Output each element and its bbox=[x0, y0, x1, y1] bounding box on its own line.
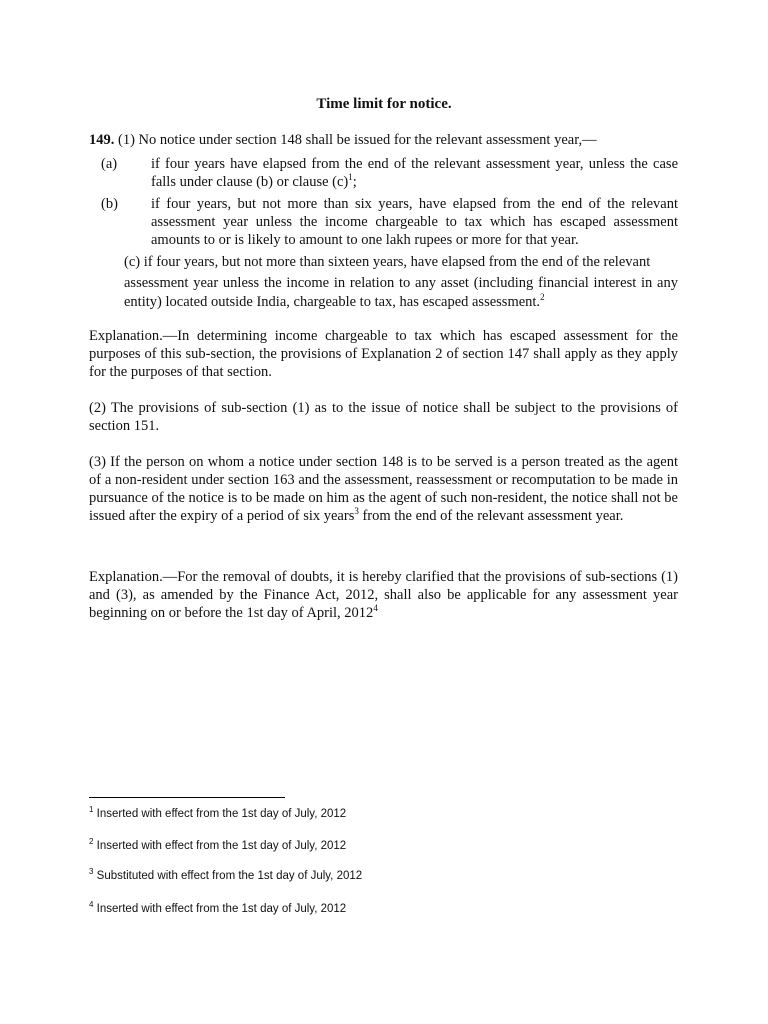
footnote-text: Inserted with effect from the 1st day of July, 2012 bbox=[96, 808, 347, 820]
footnote-1 bbox=[89, 807, 346, 821]
clause-a-text: if four years have elapsed from the end of the relevant assessment year, unless the case falls under clause (b) or clause (c) bbox=[151, 156, 678, 190]
footnote-4 bbox=[89, 902, 346, 916]
footnote-divider bbox=[89, 797, 285, 798]
footnote-text: Inserted with effect from the 1st day of July, 2012 bbox=[96, 840, 347, 852]
clause-b bbox=[101, 195, 678, 249]
clause-a-label: (a) bbox=[101, 156, 118, 172]
clause-c-text: assessment year unless the income in relation to any asset (including financial interest in any entity) located outside India, chargeable to tax, has escaped assessment. bbox=[124, 275, 678, 310]
section-intro-text: (1) No notice under section 148 shall be issued for the relevant assessment year,— bbox=[118, 132, 597, 148]
footnote-ref-4[interactable]: 4 bbox=[373, 603, 378, 614]
clause-a bbox=[101, 155, 678, 191]
footnote-mark: 4 bbox=[89, 900, 94, 910]
footnote-text: Inserted with effect from the 1st day of July, 2012 bbox=[96, 903, 347, 915]
sub-section-2: (2) The provisions of sub-section (1) as to the issue of notice shall be subject to the provisions of section 151. bbox=[89, 400, 678, 434]
section-number: 149. bbox=[89, 132, 115, 148]
sub-section-3-tail: from the end of the relevant assessment year. bbox=[358, 508, 624, 524]
footnote-3 bbox=[89, 869, 362, 883]
explanation-2 bbox=[89, 568, 678, 622]
section-149-intro bbox=[89, 131, 678, 149]
clause-c-first-line: (c) if four years, but not more than sixteen years, have elapsed from the end of the relevant bbox=[124, 254, 651, 270]
footnote-ref-1[interactable]: 1 bbox=[348, 172, 353, 183]
footnote-mark: 2 bbox=[89, 837, 94, 847]
clause-c bbox=[124, 253, 678, 312]
sub-section-3 bbox=[89, 453, 678, 525]
explanation-1: Explanation.—In determining income chargeable to tax which has escaped assessment for the purposes of this sub-section, the provisions of Explanation 2 of section 147 shall apply as they apply for the purposes of that section. bbox=[89, 328, 678, 380]
sub-section-3-text: (3) If the person on whom a notice under section 148 is to be served is a person treated as the agent of a non-resident under section 163 and the assessment, reassessment or recomputation to be made in pursuance of the notice is to be made on him as the agent of such non-resident, the notice shall not be issued after the expiry of a period of six years bbox=[89, 454, 678, 524]
footnote-2 bbox=[89, 839, 346, 853]
clause-a-tail: ; bbox=[352, 174, 357, 190]
footnote-mark: 1 bbox=[89, 805, 94, 815]
explanation-2-text: Explanation.—For the removal of doubts, it is hereby clarified that the provisions of sub-sections (1) and (3), as amended by the Finance Act, 2012, shall also be applicable for any assessment year beginning on or before the 1st day of April, 2012 bbox=[89, 569, 678, 621]
clause-b-text: if four years, but not more than six years, have elapsed from the end of the relevant assessment year unless the income chargeable to tax which has escaped assessment amounts to or is likely to amount to one lakh rupees or more for that year. bbox=[151, 196, 678, 248]
page-title: Time limit for notice. bbox=[316, 96, 452, 112]
footnote-text: Substituted with effect from the 1st day of July, 2012 bbox=[96, 870, 363, 882]
clause-b-label: (b) bbox=[101, 196, 118, 212]
footnote-ref-3[interactable]: 3 bbox=[354, 506, 359, 517]
footnote-ref-2[interactable]: 2 bbox=[540, 292, 545, 303]
footnote-mark: 3 bbox=[89, 867, 94, 877]
